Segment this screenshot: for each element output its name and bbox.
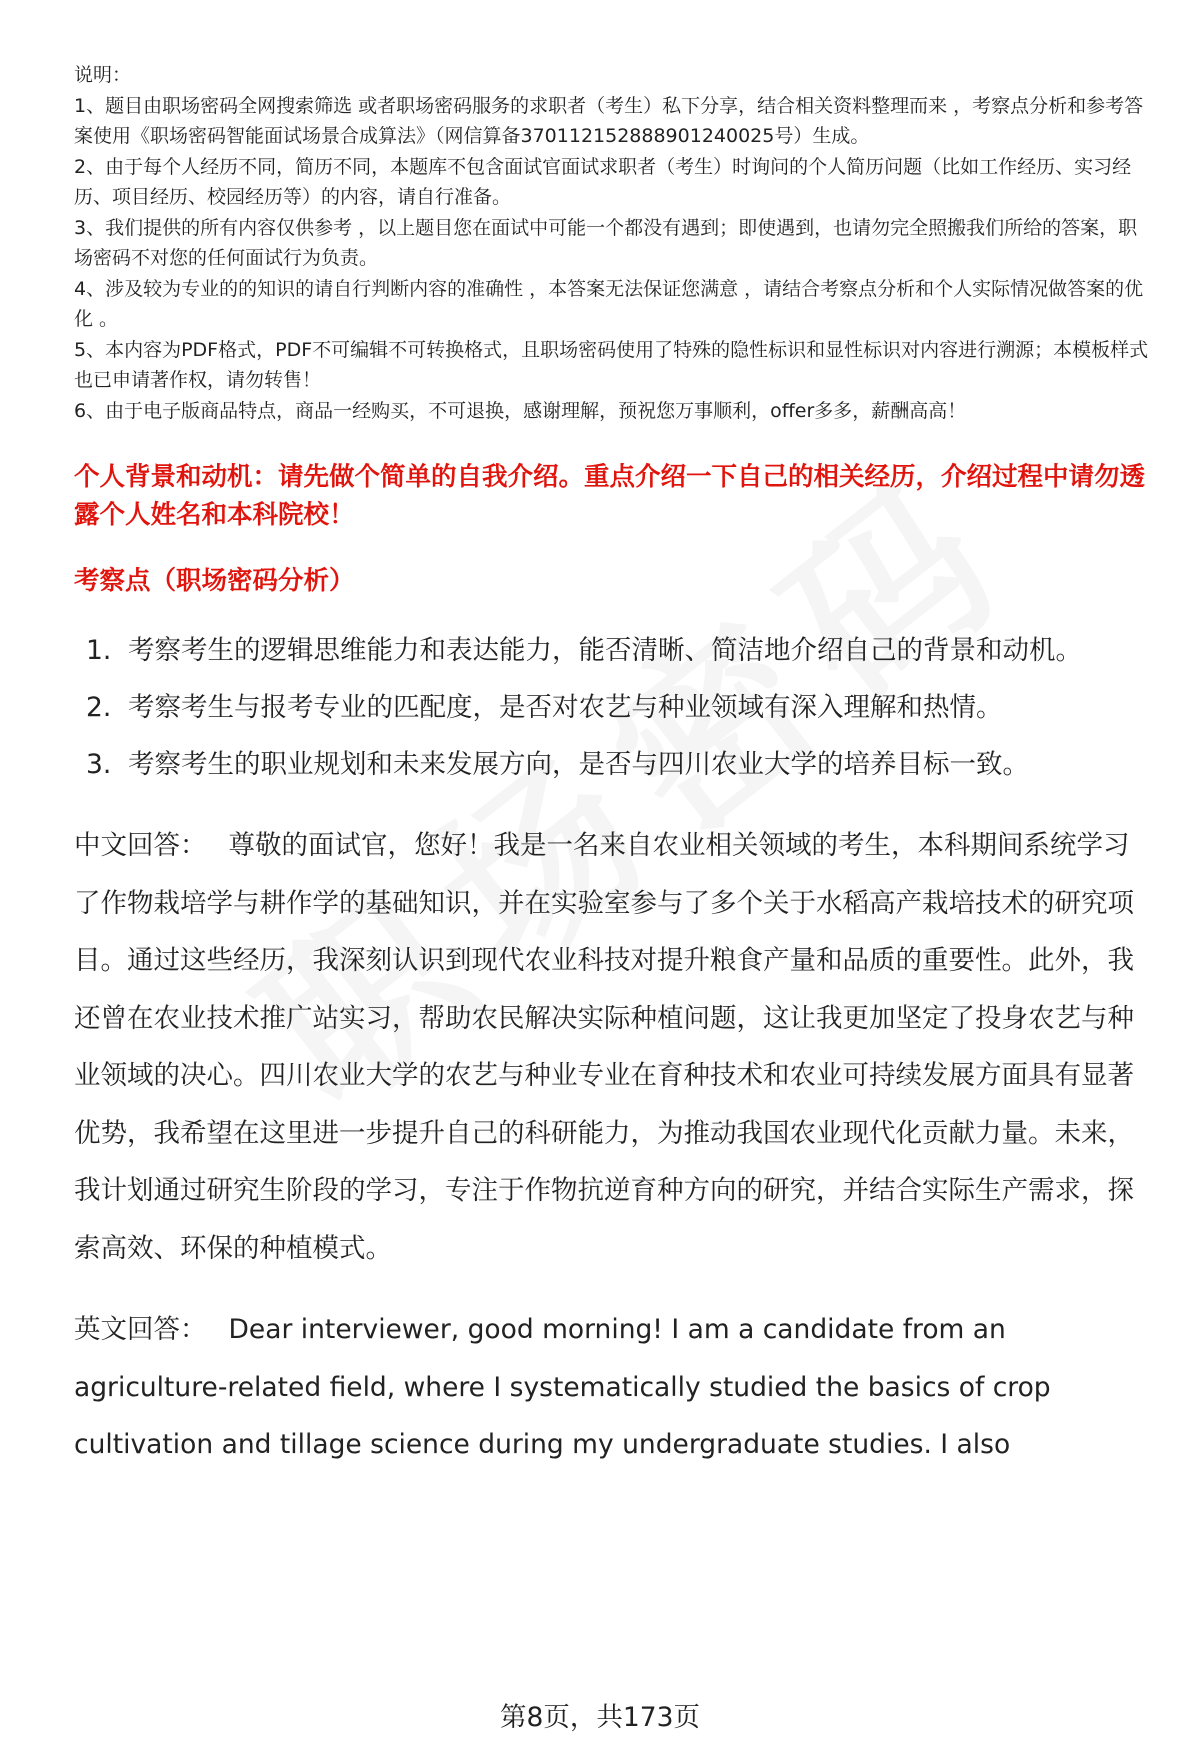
english-answer: [74, 1301, 1154, 1474]
point-number: 1.: [86, 635, 112, 666]
analysis-point: [74, 622, 1154, 679]
chinese-answer-label: 中文回答：: [74, 830, 207, 861]
point-number: 2.: [86, 692, 112, 723]
english-answer-text: Dear interviewer, good morning! I am a candidate from an agriculture-related field, where I systematically studied the basics of crop cultivation and tillage science during my undergraduate studies. I also: [74, 1314, 1051, 1460]
note-item: 3、我们提供的所有内容仅供参考 ，以上题目您在面试中可能一个都没有遇到；即使遇到，也请勿完全照搬我们所给的答案，职场密码不对您的任何面试行为负责。: [74, 216, 1138, 269]
point-text: 考察考生与报考专业的匹配度，是否对农艺与种业领域有深入理解和热情。: [128, 692, 1003, 723]
point-text: 考察考生的逻辑思维能力和表达能力，能否清晰、简洁地介绍自己的背景和动机。: [128, 635, 1082, 666]
note-item: 1、题目由职场密码全网搜索筛选 或者职场密码服务的求职者（考生）私下分享，结合相关资料整理而来 ，考察点分析和参考答案使用《职场密码智能面试场景合成算法》（网信算备370112152888901240025号）生成。: [74, 94, 1144, 147]
notes-list: [74, 91, 1154, 427]
chinese-answer-text: 尊敬的面试官，您好！我是一名来自农业相关领域的考生，本科期间系统学习了作物栽培学与耕作学的基础知识，并在实验室参与了多个关于水稻高产栽培技术的研究项目。通过这些经历，我深刻认识到现代农业科技对提升粮食产量和品质的重要性。此外，我还曾在农业技术推广站实习，帮助农民解决实际种植问题，这让我更加坚定了投身农艺与种业领域的决心。四川农业大学的农艺与种业专业在育种技术和农业可持续发展方面具有显著优势，我希望在这里进一步提升自己的科研能力，为推动我国农业现代化贡献力量。未来，我计划通过研究生阶段的学习，专注于作物抗逆育种方向的研究，并结合实际生产需求，探索高效、环保的种植模式。: [74, 830, 1134, 1264]
note-item: 5、本内容为PDF格式，PDF不可编辑不可转换格式，且职场密码使用了特殊的隐性标识和显性标识对内容进行溯源；本模板样式也已申请著作权，请勿转售！: [74, 338, 1149, 391]
point-number: 3.: [86, 749, 112, 780]
analysis-point: [74, 736, 1154, 793]
point-text: 考察考生的职业规划和未来发展方向，是否与四川农业大学的培养目标一致。: [128, 749, 1029, 780]
notes-section: [74, 60, 1154, 426]
note-item: 6、由于电子版商品特点，商品一经购买，不可退换，感谢理解，预祝您万事顺利，offer多多，薪酬高高！: [74, 399, 967, 422]
analysis-point: [74, 679, 1154, 736]
english-answer-label: 英文回答：: [74, 1314, 207, 1345]
notes-title: 说明：: [74, 64, 132, 86]
page-number: 第8页，共173页: [500, 1702, 700, 1733]
chinese-answer: [74, 817, 1154, 1277]
question-heading: 个人背景和动机：请先做个简单的自我介绍。重点介绍一下自己的相关经历，介绍过程中请勿透露个人姓名和本科院校！: [74, 462, 1146, 530]
note-item: 4、涉及较为专业的的知识的请自行判断内容的准确性 ，本答案无法保证您满意 ，请结合考察点分析和个人实际情况做答案的优化 。: [74, 277, 1144, 330]
document-page: [74, 60, 1154, 1474]
analysis-points: [74, 622, 1154, 793]
analysis-title: 考察点（职场密码分析）: [74, 566, 355, 596]
note-item: 2、由于每个人经历不同，简历不同，本题库不包含面试官面试求职者（考生）时询问的个人简历问题（比如工作经历、实习经历、项目经历、校园经历等）的内容，请自行准备。: [74, 155, 1132, 208]
